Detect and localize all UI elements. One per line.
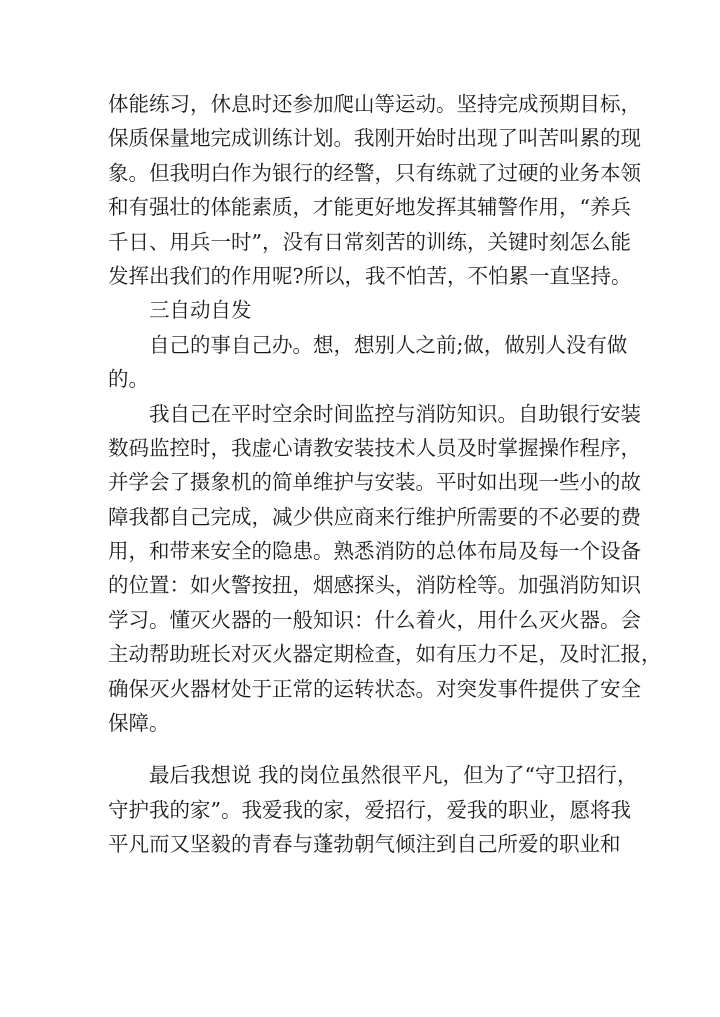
text-line: 的。 <box>108 367 149 392</box>
text-line: 千日、用兵一时”，没有日常刻苦的训练，关键时刻怎么能 <box>108 229 631 254</box>
text-line: 象。但我明白作为银行的经警，只有练就了过硬的业务本领 <box>108 160 641 185</box>
text-line: 自己的事自己办。想，想别人之前;做，做别人没有做 <box>149 332 628 357</box>
paragraph <box>108 397 662 741</box>
text-line: 的位置：如火警按扭，烟感探头，消防栓等。加强消防知识 <box>108 573 641 598</box>
paragraph-gap <box>108 740 613 758</box>
text-line: 最后我想说 我的岗位虽然很平凡，但为了“守卫招行， <box>149 763 638 788</box>
document-page <box>108 87 662 862</box>
text-line: 保质保量地完成训练计划。我刚开始时出现了叫苦叫累的现 <box>108 126 641 151</box>
text-line: 主动帮助班长对灭火器定期检查，如有压力不足，及时汇报， <box>108 642 662 667</box>
text-line: 数码监控时，我虚心请教安装技术人员及时掌握操作程序， <box>108 435 641 460</box>
text-line: 并学会了摄象机的简单维护与安装。平时如出现一些小的故 <box>108 470 641 495</box>
text-line: 障我都自己完成，减少供应商来行维护所需要的不必要的费 <box>108 504 641 529</box>
paragraph <box>108 87 641 293</box>
paragraph <box>108 293 613 327</box>
text-line: 三自动自发 <box>149 298 252 323</box>
paragraph <box>108 758 638 861</box>
text-line: 保障。 <box>108 711 170 736</box>
paragraph <box>108 328 628 397</box>
text-line: 用，和带来安全的隐患。熟悉消防的总体布局及每一个设备 <box>108 539 641 564</box>
text-line: 学习。懂灭火器的一般知识：什么着火，用什么灭火器。会 <box>108 607 641 632</box>
text-line: 平凡而又坚毅的青春与蓬勃朝气倾注到自己所爱的职业和 <box>108 832 621 857</box>
text-line: 体能练习，休息时还参加爬山等运动。坚持完成预期目标， <box>108 92 641 116</box>
text-line: 和有强壮的体能素质，才能更好地发挥其辅警作用，“养兵 <box>108 195 631 220</box>
text-line: 我自己在平时空余时间监控与消防知识。自助银行安装 <box>149 401 641 426</box>
text-line: 发挥出我们的作用呢?所以，我不怕苦，不怕累一直坚持。 <box>108 263 632 288</box>
text-line: 确保灭火器材处于正常的运转状态。对突发事件提供了安全 <box>108 676 641 701</box>
text-line: 守护我的家”。我爱我的家，爱招行，爱我的职业，愿将我 <box>108 797 631 822</box>
